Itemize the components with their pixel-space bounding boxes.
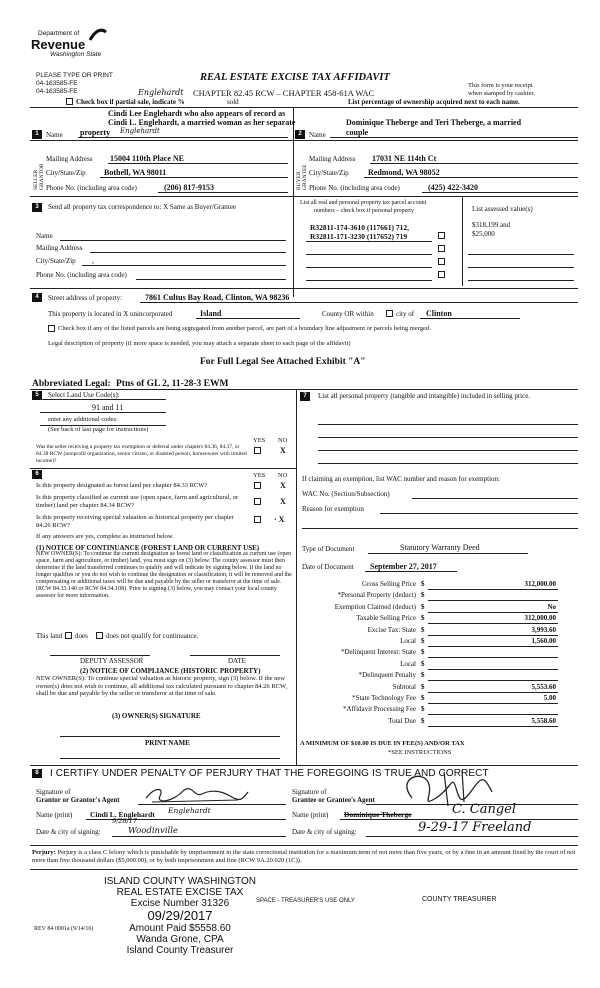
land-use-yes-header: YES [253, 437, 266, 444]
buyer-name-label: Name [309, 131, 326, 139]
buyer-name-line-1: Dominique Theberge and Teri Theberge, a married [346, 118, 522, 127]
segregated-label: Check box if any of the listed parcels are being segregated from another parcel, are part of a boundary line adjustment or parcels being merged. [58, 325, 431, 332]
calc-currency: $ [421, 705, 425, 714]
calc-currency: $ [421, 637, 425, 645]
seller-mailing-label: Mailing Address [46, 155, 93, 163]
seller-name-line-2: Cindi L. Englehardt, a married woman as her separate [108, 118, 296, 127]
owner-signature-label: (3) OWNER(S) SIGNATURE [112, 712, 201, 720]
calc-value: 1,560.00 [531, 637, 556, 645]
seller-name-label: Name [46, 131, 63, 139]
seller-phone-label: Phone No. (including area code) [46, 184, 137, 192]
section-1-number: 1 [32, 130, 42, 139]
section-2-number: 2 [295, 130, 305, 139]
section-5-number: 5 [32, 391, 42, 400]
calc-value: 5.00 [543, 694, 556, 702]
parcel-personal-checkbox-2[interactable] [438, 245, 445, 252]
grantor-date-label: Date & city of signing: [36, 828, 101, 836]
seller-name-line-3: property [80, 128, 111, 137]
exemption-question: Was the seller receiving a property tax exemption or deferral under chapters 84.36, 84.37, or 84.38 RCW (nonprofit organization, senior citizen, or disabled person, homeowner with limited income)? [36, 444, 247, 464]
seller-vertical-label: SELLER GRANTOR [33, 163, 45, 190]
assessed-value-1: $318,199 and [472, 221, 511, 229]
forest-yes-checkbox[interactable] [254, 482, 261, 489]
corr-city-label: City/State/Zip [36, 257, 76, 265]
grantee-name: Dominique Theberge [344, 810, 412, 819]
corr-mailing-label: Mailing Address [36, 244, 83, 252]
stamp-line-1: ISLAND COUNTY WASHINGTON [103, 876, 257, 887]
reason-label: Reason for exemption [302, 505, 364, 513]
calc-value: 312,000.00 [524, 580, 556, 588]
section-6-number: 6 [32, 470, 42, 479]
s6-no-header: NO [278, 472, 288, 479]
deputy-assessor-label: DEPUTY ASSESSOR [80, 657, 144, 665]
grantor-sig-label-2: Grantor or Grantor's Agent [36, 796, 120, 804]
city-value: Clinton [426, 309, 452, 318]
grantor-name-handwritten: Englehardt [168, 806, 211, 815]
handwritten-above-partial: Englehardt [138, 88, 184, 97]
corr-name-label: Name [36, 232, 53, 240]
logo-state: Washington State [50, 51, 102, 58]
calc-underline [428, 635, 558, 636]
parcel-personal-checkbox-3[interactable] [438, 258, 445, 265]
county-treasurer-label: COUNTY TREASURER [422, 896, 497, 903]
buyer-city: Redmond, WA 98052 [368, 168, 440, 177]
additional-codes-label: enter any additional codes: [48, 416, 118, 423]
grantor-signature [142, 784, 252, 806]
calc-label: *Delinquent Interest: State [340, 648, 416, 657]
calc-label: *Delinquent Penalty [358, 671, 416, 680]
buyer-vertical-label: BUYER GRANTEE [296, 164, 308, 190]
form-chapter: CHAPTER 82.45 RCW – CHAPTER 458-61A WAC [193, 88, 375, 98]
calc-currency: $ [421, 591, 425, 600]
calc-underline [428, 657, 558, 658]
calc-currency: $ [421, 694, 425, 702]
forest-question: Is this property designated as forest land per chapter 84.33 RCW? [36, 482, 208, 489]
section-3-number: 3 [32, 203, 42, 212]
stamp-line-5: Amount Paid $5558.60 [129, 923, 231, 934]
buyer-mailing-label: Mailing Address [309, 155, 356, 163]
calc-underline [428, 714, 558, 715]
doc-type-label: Type of Document [302, 545, 355, 553]
buyer-mailing: 17031 NE 114th Ct [372, 154, 437, 163]
grantee-date-handwritten: 9-29-17 Freeland [418, 820, 532, 835]
see-back: (See back of last page for instructions) [48, 426, 149, 433]
deputy-date-label: DATE [228, 657, 246, 665]
segregated-checkbox[interactable] [48, 325, 55, 332]
calc-value: 3,993.60 [531, 625, 556, 634]
calc-label: *Affidavit Processing Fee [343, 705, 416, 714]
does-not-checkbox[interactable] [96, 632, 103, 639]
calc-underline [428, 612, 558, 613]
calc-label: Local [400, 659, 416, 668]
calc-label: *Personal Property (deduct) [337, 591, 416, 600]
grantee-sig-label-2: Grantee or Grantee's Agent [292, 796, 375, 804]
land-use-no-header: NO [278, 437, 288, 444]
print-name-label: PRINT NAME [145, 739, 190, 747]
current-use-no-mark: X [280, 497, 286, 506]
partial-sale-checkbox[interactable] [66, 98, 73, 105]
grantor-date-handwritten: 9/28/17 [112, 817, 138, 825]
current-use-question: Is this property classified as current use (open space, farm and agricultural, or timber) land per chapter 84.34 RCW? [36, 494, 239, 509]
located-label: This property is located in X unincorporated [48, 310, 173, 318]
parcel-1: R32811-174-3610 (117661) 712, [310, 223, 409, 232]
grantor-name-label: Name (print) [36, 811, 73, 819]
wac-label: WAC No. (Section/Subsection) [302, 490, 390, 498]
grantee-date-label: Date & city of signing: [292, 828, 357, 836]
doc-type-value: Statutory Warranty Deed [400, 543, 480, 552]
calc-underline [428, 703, 558, 704]
buyer-city-label: City/State/Zip [309, 169, 349, 177]
logo-revenue: Revenue [31, 37, 86, 52]
seller-name-handwritten: Englehardt [120, 127, 160, 135]
grantee-sig-label-1: Signature of [292, 788, 327, 796]
section-7-number: 7 [300, 392, 310, 401]
notice-1-text: NEW OWNER(S): To continue the current designation as forest land or classification as current use (open space, farm and agriculture, or timber) land, you must sign on (3) below. The county assessor must then determine if the land transferred continues to qualify and will indicate by signing below. If the land no longer qualifies or you do not wish to continue the designation or classification, it will be removed and the compensating or additional taxes will be due and payable by the seller or transferor at the time of sale. (RCW 84.33.140 or RCW 84.34.108). Prior to signing (3) below, you may contact your local county assessor for more information. [36, 551, 292, 599]
buyer-phone: (425) 422-3420 [428, 183, 478, 192]
calc-value: 312,000.00 [524, 614, 556, 623]
if-yes-note: If any answers are yes, complete as instructed below. [36, 533, 174, 540]
calc-currency: $ [421, 625, 425, 634]
grantor-sig-label-1: Signature of [36, 788, 71, 796]
buyer-phone-label: Phone No. (including area code) [309, 184, 400, 192]
see-instructions: *SEE INSTRUCTIONS [388, 749, 452, 756]
calc-underline [428, 623, 558, 624]
does-checkbox[interactable] [65, 632, 72, 639]
historic-question: Is this property receiving special valuation as historical property per chapter 84.26 RCW? [36, 514, 234, 529]
calc-currency: $ [421, 648, 425, 657]
parcels-header-2: numbers – check box if personal property [314, 208, 414, 214]
grantee-name-handwritten: C. Cangel [452, 802, 516, 817]
parcel-personal-checkbox-4[interactable] [438, 271, 445, 278]
assessed-header: List assessed value(s) [472, 205, 533, 213]
buyer-name-line-2: couple [346, 128, 369, 137]
county-label: County OR within [322, 310, 374, 318]
stamp-line-4: 09/29/2017 [147, 908, 213, 923]
abbrev-legal-label: Abbreviated Legal: [32, 379, 111, 389]
calc-underline [428, 726, 558, 727]
forest-no-mark: X [280, 481, 286, 490]
street-label: Street address of property: [48, 294, 123, 302]
exemption-yes-checkbox[interactable] [254, 447, 261, 454]
calc-currency: $ [421, 580, 425, 588]
corr-city-value: , [92, 256, 94, 265]
perjury-notice [32, 849, 578, 865]
does-not-label: does not qualify for continuance. [106, 632, 199, 640]
doc-date-label: Date of Document [302, 563, 354, 571]
grantee-name-label: Name (print) [292, 811, 329, 819]
receipt-note-1: This form is your receipt [468, 82, 533, 89]
calc-currency: $ [421, 682, 425, 691]
assessed-value-2: $25,000 [472, 230, 495, 238]
seller-city: Bothell, WA 98011 [104, 168, 167, 177]
logo-swoosh-icon [88, 28, 108, 42]
exemption-claim-label: If claiming an exemption, list WAC number and reason for exemption: [302, 475, 500, 483]
section-4-number: 4 [32, 293, 42, 302]
within-city-checkbox[interactable] [386, 310, 393, 317]
calc-currency: $ [421, 659, 425, 668]
calc-label: Gross Selling Price [361, 580, 416, 588]
calc-underline [428, 646, 558, 647]
calc-underline [428, 680, 558, 681]
parcel-personal-checkbox-1[interactable] [438, 232, 445, 239]
street-address: 7861 Cultus Bay Road, Clinton, WA 98236 [145, 293, 290, 302]
s6-yes-header: YES [253, 472, 266, 479]
section-8-number: 8 [32, 769, 42, 778]
current-use-yes-checkbox[interactable] [254, 498, 261, 505]
calc-label: Taxable Selling Price [356, 614, 416, 623]
exemption-no-mark: X [280, 446, 286, 455]
parcels-header-1: List all real and personal property tax parcel account [300, 200, 427, 206]
ownership-note: List percentage of ownership acquired next to each name. [348, 98, 520, 106]
seller-name-line-1: Cindi Lee Englehardt who also appears of record as [108, 109, 286, 118]
legal-see-exhibit: For Full Legal See Attached Exhibit "A" [200, 357, 366, 367]
calc-underline [428, 692, 558, 693]
notice-2-text: NEW OWNER(S): To continue special valuation as historic property, sign (3) below. If the new owner(s) does not wish to continue, all additional tax calculated pursuant to chapter 84.26 RCW, shall be due and payable by the seller or transferor at the time of sale. [36, 675, 288, 697]
calc-currency: $ [421, 671, 425, 680]
partial-sale-label: Check box if partial sale, indicate % [76, 98, 185, 106]
perjury-label: Perjury: [32, 849, 56, 856]
seller-phone: (206) 817-9153 [164, 183, 214, 192]
land-use-codes: 91 and 11 [92, 403, 124, 412]
notice-2-title: (2) NOTICE OF COMPLIANCE (HISTORIC PROPERTY) [80, 667, 261, 675]
form-code-2: 04-163585-FE [36, 88, 78, 95]
county-value: Island [200, 309, 222, 318]
grantor-city-handwritten: Woodinville [128, 826, 179, 836]
form-code-1: 04-163585-FE [36, 80, 78, 87]
seller-city-label: City/State/Zip [46, 169, 86, 177]
does-label: does [75, 632, 88, 640]
minimum-fee-note: A MINIMUM OF $10.00 IS DUE IN FEE(S) AND/OR TAX [300, 740, 465, 747]
calc-value: 5,558.60 [531, 716, 556, 725]
calc-currency: $ [421, 602, 425, 611]
city-of-label: city of [396, 310, 415, 318]
certify-statement: I CERTIFY UNDER PENALTY OF PERJURY THAT THE FOREGOING IS TRUE AND CORRECT [50, 768, 489, 779]
doc-date-value: September 27, 2017 [370, 562, 437, 571]
stamp-line-3: Excise Number 31326 [130, 898, 230, 909]
rev-number: REV 84 0001a (9/14/16) [34, 926, 94, 932]
calc-label: *State Technology Fee [352, 694, 416, 702]
parcel-2: R32811-171-3230 (117652) 719 [310, 232, 408, 241]
historic-yes-checkbox[interactable] [254, 516, 261, 523]
calc-currency: $ [421, 614, 425, 623]
calc-value: No [547, 602, 556, 611]
grantor-name: Cindi L. Englehardt [90, 810, 155, 819]
form-title: REAL ESTATE EXCISE TAX AFFIDAVIT [200, 72, 390, 83]
receipt-note-2: when stamped by cashier. [468, 90, 535, 97]
stamp-line-6: Wanda Grone, CPA [136, 934, 224, 945]
seller-mailing: 15004 110th Place NE [110, 154, 184, 163]
calc-label: Total Due [388, 716, 416, 725]
abbrev-legal: Ptns of GL 2, 11-28-3 EWM [116, 379, 229, 389]
historic-no-mark: · X [274, 515, 285, 524]
calc-label: Exemption Claimed (deduct) [334, 602, 416, 611]
correspondence-label: Send all property tax correspondence to: X Same as Buyer/Grantee [48, 203, 236, 211]
land-use-label: Select Land Use Code(s): [48, 391, 120, 399]
please-type: PLEASE TYPE OR PRINT [36, 72, 113, 79]
perjury-text: Perjury is a class C felony which is punishable by imprisonment in the state correctional institution for a maximum term of not more than five years, or by a fine in an amount fixed by the court of not more than five thousand dollars ($5,000.00), or by both imprisonment and fine (RCW 9A.20.020 (1C)). [32, 849, 576, 864]
calc-underline [428, 600, 558, 601]
calc-underline [428, 589, 558, 590]
corr-phone-label: Phone No. (including area code) [36, 271, 127, 279]
calc-underline [428, 669, 558, 670]
treasurer-space-note: SPACE - TREASURER'S USE ONLY [256, 898, 355, 904]
sold-label: sold [227, 98, 239, 106]
stamp-line-2: REAL ESTATE EXCISE TAX [116, 887, 244, 898]
calc-currency: $ [421, 716, 425, 725]
calc-label: Excise Tax: State [367, 625, 416, 634]
calc-label: Subtotal [392, 682, 416, 691]
stamp-line-7: Island County Treasurer [126, 945, 234, 956]
legal-label: Legal description of property (if more space is needed, you may attach a separate sheet to each page of the affidavit) [48, 340, 351, 347]
notice-1-title: (1) NOTICE OF CONTINUANCE (FOREST LAND OR CURRENT USE) [36, 544, 260, 552]
this-land-label: This land [36, 632, 63, 640]
calc-value: 5,553.60 [531, 682, 556, 691]
calc-label: Local [400, 637, 416, 645]
logo-dept: Department of [38, 30, 80, 37]
personal-property-label: List all personal property (tangible and intangible) included in selling price. [318, 392, 531, 400]
